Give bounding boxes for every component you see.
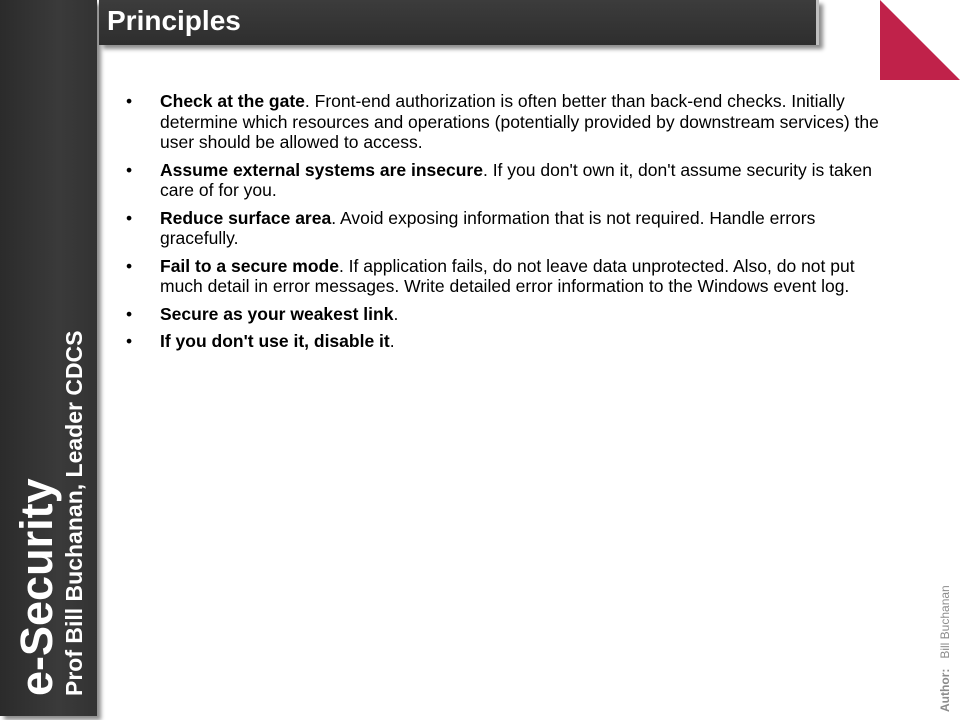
bullet-marker: • bbox=[126, 303, 133, 324]
title-bar bbox=[99, 0, 819, 45]
content-area bbox=[120, 91, 880, 359]
bullet-item bbox=[120, 208, 880, 249]
bullet-lead: Check at the gate bbox=[160, 91, 305, 111]
bullet-marker: • bbox=[126, 207, 133, 228]
page-title: Principles bbox=[107, 5, 241, 36]
bullet-marker: • bbox=[126, 91, 133, 111]
bullet-text: . bbox=[389, 331, 395, 351]
bullet-text: . bbox=[393, 303, 399, 324]
bullet-list bbox=[120, 91, 880, 352]
footer-author-name: Bill Buchanan bbox=[938, 585, 952, 659]
corner-triangle-shape bbox=[880, 0, 960, 80]
bullet-item bbox=[120, 331, 880, 352]
bullet-text: . Front-end authorization is often better than back-end checks. Initially determine which resources and operations (potentially provided by downstream services) the user should be allowed to access. bbox=[160, 91, 879, 152]
bullet-lead: Assume external systems are insecure bbox=[160, 159, 483, 180]
bullet-lead: Reduce surface area bbox=[160, 207, 332, 228]
sidebar-text bbox=[0, 0, 97, 716]
bullet-lead: If you don't use it, disable it bbox=[160, 331, 390, 351]
bullet-lead: Secure as your weakest link bbox=[160, 303, 394, 324]
bullet-item bbox=[120, 91, 880, 153]
bullet-marker: • bbox=[126, 255, 133, 276]
bullet-text: . Avoid exposing information that is not required. Handle errors gracefully. bbox=[160, 207, 816, 248]
bullet-item bbox=[120, 256, 880, 297]
brand-title: e-Security bbox=[11, 478, 62, 696]
footer-author-label: Author: bbox=[938, 668, 952, 712]
bullet-text: . If application fails, do not leave data unprotected. Also, do not put much detail in error messages. Write detailed error information to the Windows event log. bbox=[160, 255, 855, 296]
bullet-item bbox=[120, 304, 880, 325]
bullet-lead: Fail to a secure mode bbox=[160, 255, 339, 276]
bullet-marker: • bbox=[126, 159, 133, 180]
footer-author bbox=[937, 585, 953, 712]
presenter-line: Prof Bill Buchanan, Leader CDCS bbox=[61, 330, 87, 696]
bullet-marker: • bbox=[126, 331, 133, 351]
bullet-text: . If you don't own it, don't assume security is taken care of for you. bbox=[160, 159, 872, 200]
corner-triangle-decoration bbox=[880, 0, 960, 80]
bullet-item bbox=[120, 160, 880, 201]
